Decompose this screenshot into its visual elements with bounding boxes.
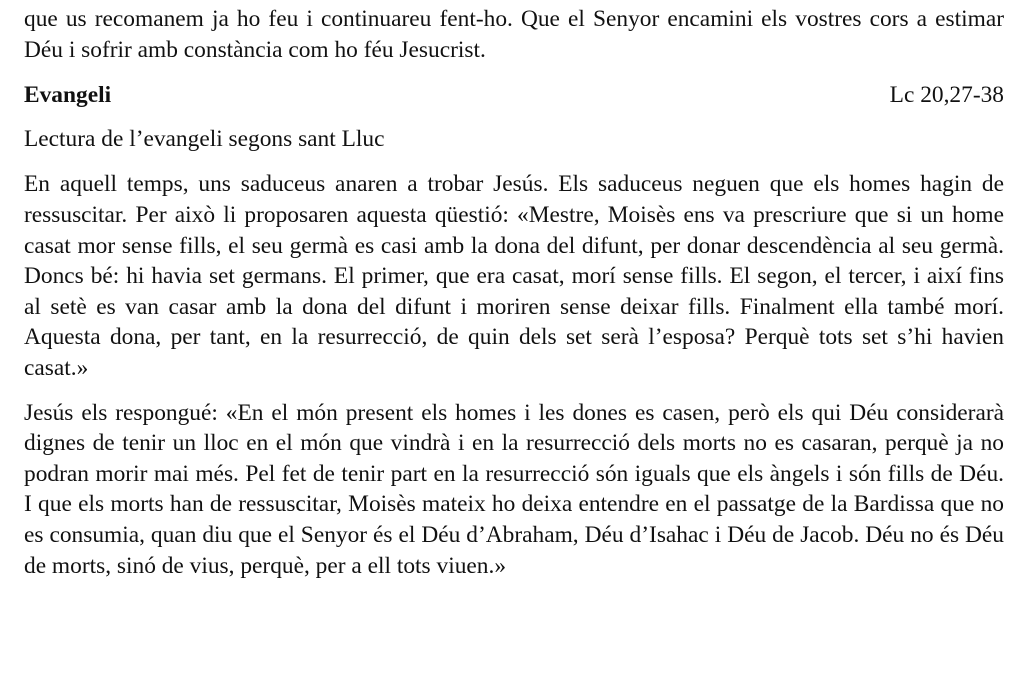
gospel-heading — [24, 80, 1004, 111]
gospel-subtitle: Lectura de l’evangeli segons sant Lluc — [24, 125, 385, 152]
gospel-title: Evangeli — [24, 82, 112, 109]
document-page — [24, 0, 1004, 581]
gospel-paragraph: Jesús els respongué: «En el món present els homes i les dones es casen, però els qui Déu considerarà dignes de tenir un lloc en el món que vindrà i en la resurrecció dels morts no es casaran, perquè ja no podran morir mai més. Pel fet de tenir part en la resurrecció són iguals que els àngels i són fills de Déu. I que els morts han de ressuscitar, Moisès mateix ho deixa entendre en el passatge de la Bardissa que no es consumia, quan diu que el Senyor és el Déu d’Abraham, Déu d’Isahac i Déu de Jacob. Déu no és Déu de morts, sinó de vius, perquè, per a ell tots viuen.» — [24, 399, 1004, 579]
gospel-reference: Lc 20,27-38 — [889, 82, 1004, 109]
intro-paragraph: que us recomanem ja ho feu i continuareu fent-ho. Que el Senyor encamini els vostres cors a estimar Déu i sofrir amb constància com ho féu Jesucrist. — [24, 6, 1004, 63]
gospel-paragraph: En aquell temps, uns saduceus anaren a trobar Jesús. Els saduceus neguen que els homes hagin de ressuscitar. Per això li proposaren aquesta qüestió: «Mestre, Moisès ens va prescriure que si un home casat mor sense fills, el seu germà es casi amb la dona del difunt, per donar descendència al seu germà. Doncs bé: hi havia set germans. El primer, que era casat, morí sense fills. El segon, el tercer, i així fins al setè es van casar amb la dona del difunt i moriren sense deixar fills. Finalment ella també morí. Aquesta dona, per tant, en la resurrecció, de quin dels set serà l’esposa? Perquè tots set s’hi havien casat.» — [24, 171, 1004, 381]
